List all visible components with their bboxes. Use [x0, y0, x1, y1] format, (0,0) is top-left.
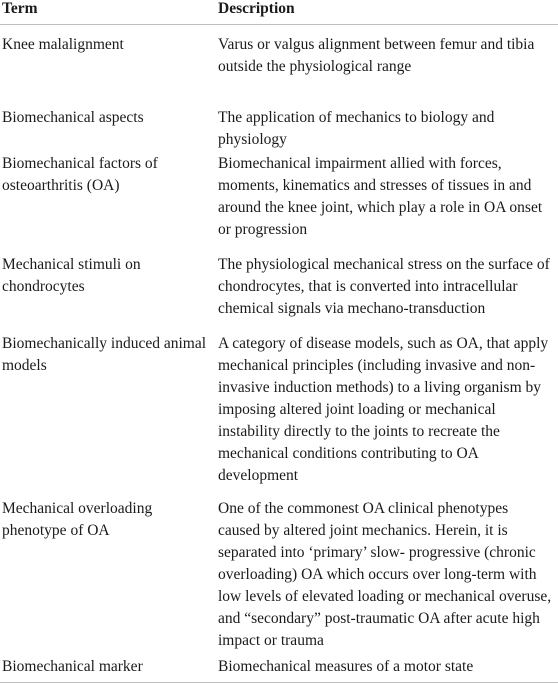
- term-cell: Mechanical overloading phenotype of OA: [2, 500, 153, 539]
- description-cell: Varus or valgus alignment between femur and tibia outside the physiological range: [218, 36, 535, 75]
- table-row: [0, 254, 558, 324]
- term-cell: Biomechanical aspects: [2, 109, 144, 126]
- term-cell: Knee malalignment: [2, 36, 124, 53]
- header-description: Description: [218, 0, 295, 17]
- description-cell: Biomechanical measures of a motor state: [218, 658, 474, 675]
- table-row: [0, 498, 558, 658]
- table-row: [0, 34, 558, 84]
- table-row: [0, 656, 558, 683]
- term-cell: Biomechanical marker: [2, 658, 143, 675]
- description-cell: The application of mechanics to biology and physiology: [218, 109, 495, 148]
- header-term: Term: [2, 0, 38, 17]
- description-cell: Biomechanical impairment allied with forces, moments, kinematics and stresses of tissues in and around the knee joint, which play a role in OA onset or progression: [218, 155, 543, 238]
- term-cell: Mechanical stimuli on chondrocytes: [2, 256, 141, 295]
- table-row: [0, 107, 558, 157]
- table-header: [0, 0, 558, 25]
- table-row: [0, 153, 558, 245]
- description-cell: A category of disease models, such as OA, that apply mechanical principles (including invasive and non-invasive induction methods) to a living organism by imposing altered joint loading or mechanical instability directly to the joints to recreate the mechanical conditions contributing to OA development: [218, 335, 549, 484]
- description-cell: One of the commonest OA clinical phenotypes caused by altered joint mechanics. Herein, it is separated into ‘primary’ slow- progressive (chronic overloading) OA which occurs over long-term with low levels of elevated loading or mechanical overuse, and “secondary” post-traumatic OA after acute high impact or trauma: [218, 500, 552, 649]
- term-cell: Biomechanically induced animal models: [2, 335, 207, 374]
- term-cell: Biomechanical factors of osteoarthritis (OA): [2, 155, 158, 194]
- table-row: [0, 333, 558, 493]
- description-cell: The physiological mechanical stress on the surface of chondrocytes, that is converted into intracellular chemical signals via mechano-transduction: [218, 256, 550, 317]
